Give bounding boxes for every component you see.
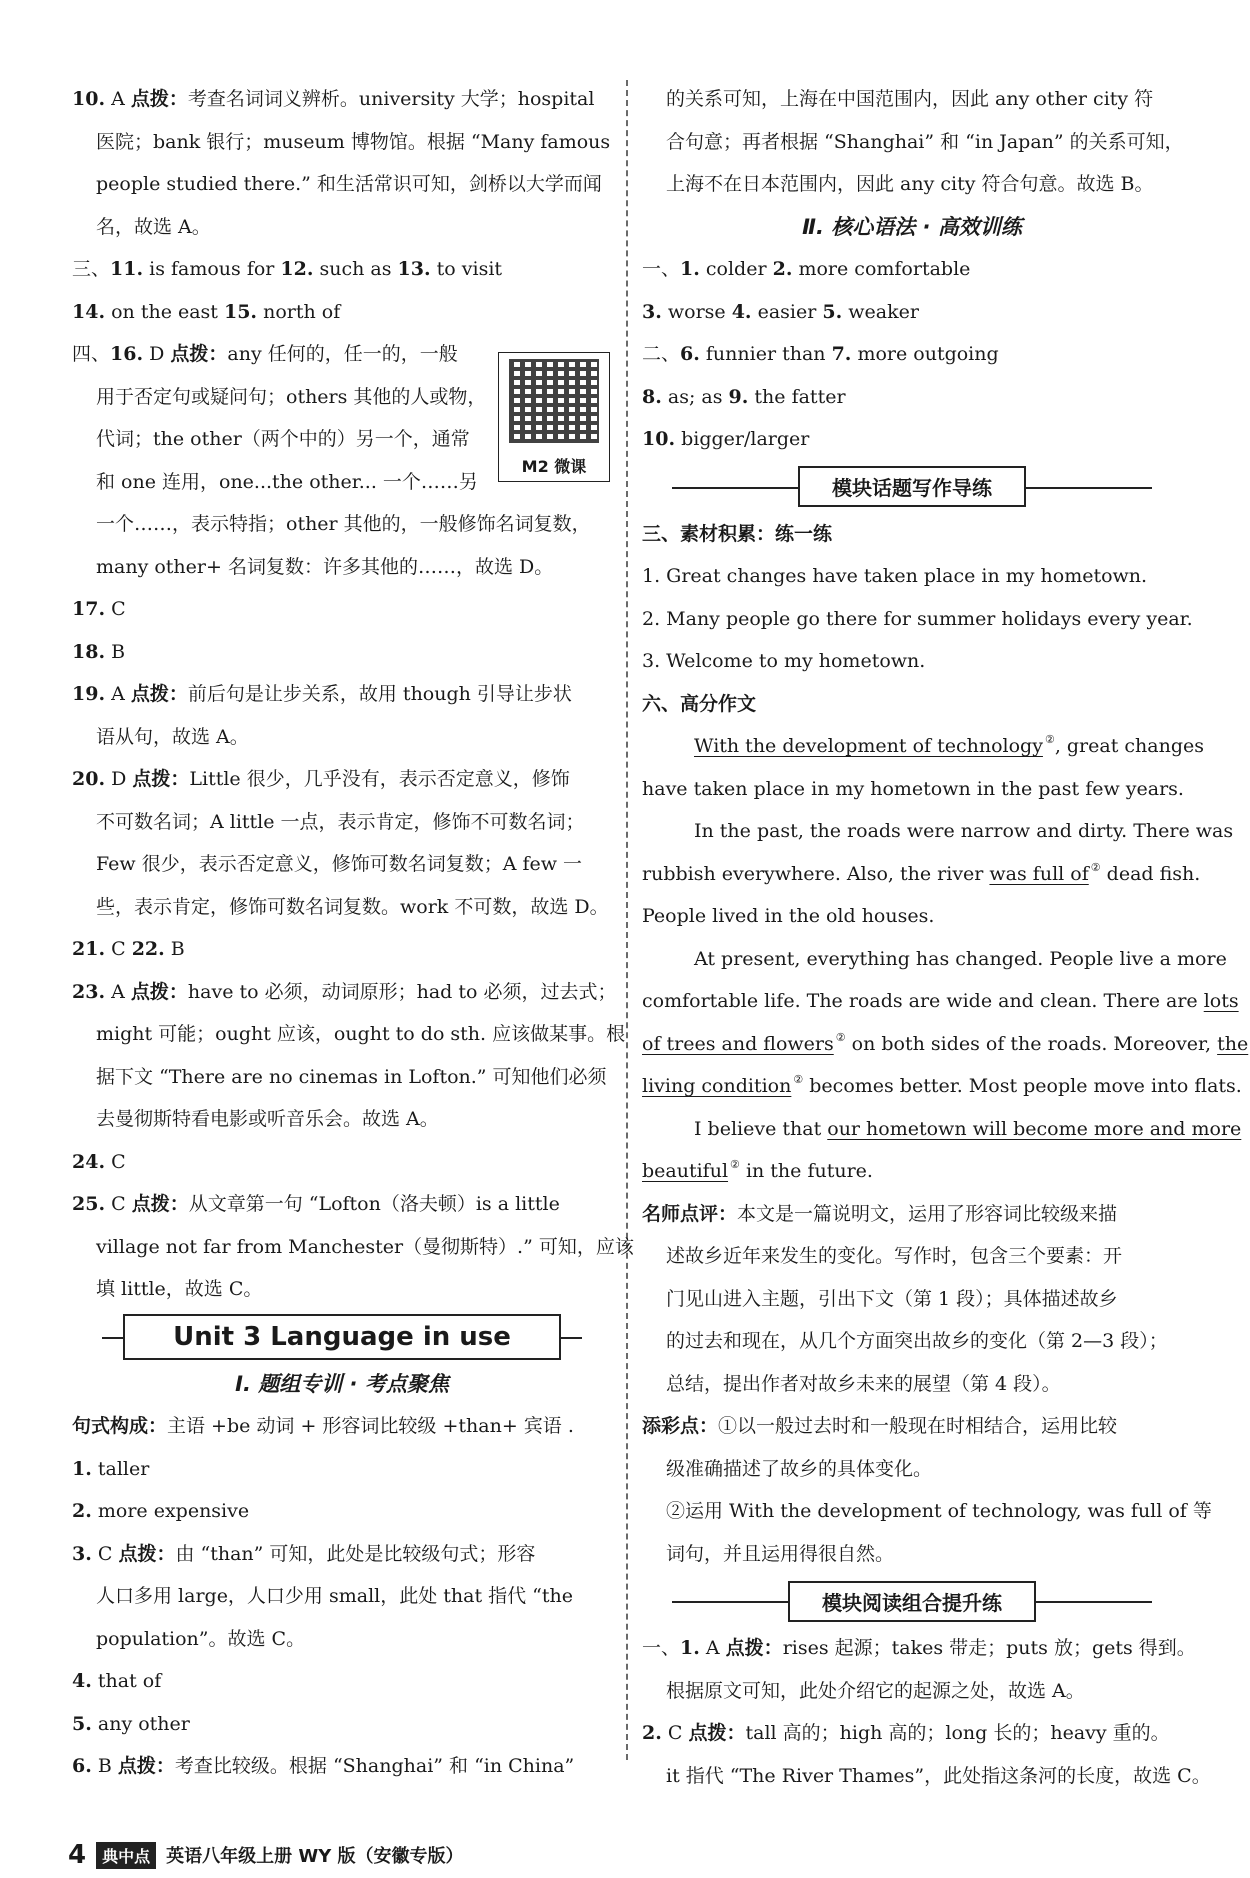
answer-10: 10. A 点拨：考查名词词义辨析。university 大学；hospital <box>72 88 595 110</box>
reading-banner: 模块阅读组合提升练 <box>642 1575 1182 1627</box>
grammar-answers-2: 3. worse 4. easier 5. weaker <box>642 300 919 323</box>
highlight-points: 添彩点：①以一般过去时和一般现在时相结合，运用比较 <box>642 1415 1118 1437</box>
essay-p3: At present, everything has changed. People live a more <box>694 947 1227 970</box>
page-footer <box>68 1840 464 1870</box>
section-6-title: 六、高分作文 <box>642 692 757 715</box>
material-3: 3. Welcome to my hometown. <box>642 650 926 672</box>
section-3-title: 三、素材积累：练一练 <box>642 522 833 545</box>
qr-pattern-icon <box>509 359 599 443</box>
page-number: 4 <box>68 1840 87 1870</box>
qr-label: M2 微课 <box>521 457 587 476</box>
writing-banner: 模块话题写作导练 <box>642 461 1182 513</box>
unit-answer-4: 4. that of <box>72 1670 162 1692</box>
material-1: 1. Great changes have taken place in my hometown. <box>642 565 1148 587</box>
unit-answer-5: 5. any other <box>72 1712 190 1735</box>
left-column: 10. A 点拨：考查名词词义辨析。university 大学；hospital 医院；bank 银行；museum 博物馆。根据 “Many famous people studied there.” 和生活常识可知，剑桥以大学而闻 名，故选 A。 三、11. is famous for 12. such as 13. to visit 14. on the east 15. north of 四、16. D 点拨：any 任何的，任一的，一般 用于否定句或疑问句；others 其他的人或物， 代词；the other（两个中的）另一个，通常 和 one 连用，one...the other... 一个……另 一个……，表示特指；other 其他的，一般修饰名词复数， many other+ 名词复数：许多其他的……，故选 D。 17. C 18. B 19. A 点拨：前后句是让步关系，故用 though 引导让步状 语从句，故选 A。 20. D 点拨：Little 很少，几乎没有，表示否定意义，修饰 不可数名词；A little 一点，表示肯定，修饰不可数名词； Few 很少，表示否定意义，修饰可数名词复数；A few 一 些，表示肯定，修饰可数名词复数。work 不可数，故选 D。 21. C 22. B 23. A 点拨：have to 必须，动词原形；had to 必须，过去式； might 可能；ought 应该，ought to do sth. 应该做某事。根 据下文 “There are no cinemas in Lofton.” 可知他们必须 去曼彻斯特看电影或听音乐会。故选 A。 24. C 25. C 点拨：从文章第一句 “Lofton（洛夫顿）is a little village not far from Manchester（曼彻斯特）.” 可知，应该 填 little，故选 C。 Unit 3 Language in use Ⅰ. 题组专训 · 考点聚焦 句式构成：主语 +be 动词 + 形容词比较级 +than+ 宾语 . 1. taller 2. more expensive 3. C 点拨：由 “than” 可知，此处是比较级句式；形容 人口多用 large，人口少用 small，此处 that 指代 “the population”。故选 C。 4. that of 5. any other 6. B 点拨：考查比较级。根据 “Shanghai” 和 “in China” <box>72 78 612 1788</box>
section-i-title: Ⅰ. 题组专训 · 考点聚焦 <box>235 1371 449 1396</box>
essay-p2: In the past, the roads were narrow and dirty. There was <box>694 820 1234 842</box>
unit-answer-2: 2. more expensive <box>72 1500 250 1522</box>
book-title: 英语八年级上册 WY 版（安徽专版） <box>166 1846 464 1867</box>
answer-23: 23. A 点拨：have to 必须，动词原形；had to 必须，过去式； <box>72 980 617 1003</box>
column-divider <box>626 80 628 1760</box>
material-2: 2. Many people go there for summer holidays every year. <box>642 607 1193 630</box>
book-logo: 典中点 <box>96 1842 156 1869</box>
section-3-answers: 三、11. is famous for 12. such as 13. to visit <box>72 258 503 280</box>
answer-24: 24. C <box>72 1150 126 1173</box>
reading-answer-1: 一、1. A 点拨：rises 起源；takes 带走；puts 放；gets 得到。 <box>642 1637 1196 1659</box>
answer-18: 18. B <box>72 640 126 663</box>
unit-answer-1: 1. taller <box>72 1457 150 1480</box>
grammar-answers-4: 8. as; as 9. the fatter <box>642 385 846 408</box>
grammar-answers-5: 10. bigger/larger <box>642 428 810 450</box>
section-ii-title: Ⅱ. 核心语法 · 高效训练 <box>802 214 1022 239</box>
essay-p1: With the development of technology ②, great changes <box>694 733 1204 757</box>
grammar-answers-1: 一、1. colder 2. more comfortable <box>642 258 971 280</box>
answer-17: 17. C <box>72 598 126 620</box>
answer-16: 四、16. D 点拨：any 任何的，任一的，一般 <box>72 343 458 365</box>
grammar-answers-3: 二、6. funnier than 7. more outgoing <box>642 343 999 365</box>
reading-answer-2: 2. C 点拨：tall 高的；high 高的；long 长的；heavy 重的。 <box>642 1722 1170 1744</box>
answer-21-22: 21. C 22. B <box>72 938 185 960</box>
essay-p4: I believe that our hometown will become more and more <box>694 1117 1242 1140</box>
unit-answer-3: 3. C 点拨：由 “than” 可知，此处是比较级句式；形容 <box>72 1542 536 1565</box>
unit-banner: Unit 3 Language in use <box>72 1311 612 1363</box>
right-column: 的关系可知，上海在中国范围内，因此 any other city 符 合句意；再者根据 “Shanghai” 和 “in Japan” 的关系可知， 上海不在日本范围内，因此 any city 符合句意。故选 B。 Ⅱ. 核心语法 · 高效训练 一、1. colder 2. more comfortable 3. worse 4. easier 5. weaker 二、6. funnier than 7. more outgoing 8. as; as 9. the fatter 10. bigger/larger 模块话题写作导练 三、素材积累：练一练 1. Great changes have taken place in my hometown. 2. Many people go there for summer holidays every year. 3. Welcome to my hometown. 六、高分作文 With the development of technology ②, great changes have taken place in my hometown in the past few years. In the past, the roads were narrow and dirty. There was rubbish everywhere. Also, the river was full of ② dead fish. People lived in the old houses. At present, everything has changed. People live a more comfortable life. The roads are wide and clean. There are lots of trees and flowers ② on both sides of the roads. Moreover, the living condition ② becomes better. Most people move into flats. I believe that our hometown will become more and more beautiful ② in the future. 名师点评：本文是一篇说明文，运用了形容词比较级来描 述故乡近年来发生的变化。写作时，包含三个要素：开 门见山进入主题，引出下文（第 1 段）；具体描述故乡 的过去和现在，从几个方面突出故乡的变化（第 2—3 段）； 总结，提出作者对故乡未来的展望（第 4 段）。 添彩点：①以一般过去时和一般现在时相结合，运用比较 级准确描述了故乡的具体变化。 ②运用 With the development of technology, was full of 等 词句，并且运用得很自然。 模块阅读组合提升练 一、1. A 点拨：rises 起源；takes 带走；puts 放；gets 得到。 根据原文可知，此处介绍它的起源之处，故选 A。 2. C 点拨：tall 高的；high 高的；long 长的；heavy 重的。 it 指代 “The River Thames”，此处指这条河的长度，故选 C。 <box>642 78 1182 1797</box>
qr-code[interactable] <box>498 352 610 482</box>
sentence-pattern: 句式构成：主语 +be 动词 + 形容词比较级 +than+ 宾语 . <box>72 1415 574 1437</box>
answer-19: 19. A 点拨：前后句是让步关系，故用 though 引导让步状 <box>72 683 572 705</box>
answer-20: 20. D 点拨：Little 很少，几乎没有，表示否定意义，修饰 <box>72 768 570 790</box>
teacher-comment: 名师点评：本文是一篇说明文，运用了形容词比较级来描 <box>642 1202 1118 1225</box>
unit-answer-6: 6. B 点拨：考查比较级。根据 “Shanghai” 和 “in China” <box>72 1755 575 1777</box>
answer-25: 25. C 点拨：从文章第一句 “Lofton（洛夫顿）is a little <box>72 1193 560 1215</box>
answer-6-continued: 的关系可知，上海在中国范围内，因此 any other city 符 <box>666 88 1154 110</box>
